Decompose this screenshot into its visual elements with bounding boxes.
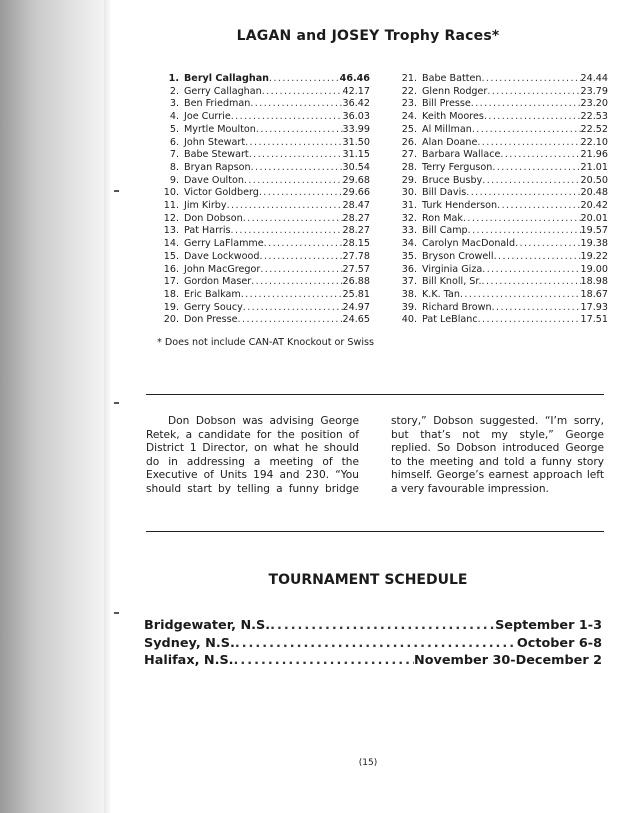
result-score: 36.42 — [342, 98, 370, 110]
result-rank: 1. — [168, 73, 179, 84]
leader-dots — [481, 73, 580, 86]
result-row — [400, 175, 608, 188]
result-score: 18.98 — [580, 276, 608, 288]
leader-dots — [260, 264, 342, 277]
result-row — [400, 264, 608, 277]
result-score: 28.47 — [342, 200, 370, 212]
result-score: 22.53 — [580, 111, 608, 123]
result-score: 20.01 — [580, 212, 608, 224]
result-name: Al Millman — [422, 123, 472, 135]
result-rank: 30. — [401, 187, 417, 199]
result-row — [400, 73, 608, 86]
result-score: 23.79 — [580, 85, 608, 97]
page-title: LAGAN and JOSEY Trophy Races* — [236, 28, 500, 44]
result-rank: 28. — [401, 161, 417, 173]
leader-dots — [460, 289, 581, 302]
result-score: 19.38 — [580, 238, 608, 250]
results-table — [162, 73, 608, 327]
result-name: Bill Presse — [422, 98, 471, 110]
result-score: 31.50 — [342, 136, 370, 148]
result-rank: 37. — [401, 276, 417, 288]
result-rank: 6. — [169, 136, 179, 148]
result-score: 33.99 — [342, 123, 370, 135]
result-name: Don Dobson — [184, 212, 243, 224]
leader-dots — [492, 302, 581, 315]
result-score: 20.50 — [580, 174, 608, 186]
result-rank: 25. — [401, 123, 417, 135]
result-score: 23.20 — [580, 98, 608, 110]
story-paragraph: Don Dobson was advising George Retek, a candidate for the position of District 1 Director, on what he should do in addressing a meeting of the Executive of Units 194 and 230. “You should start by telling a funny bridge story,” Dobson suggested. “I’m sorry, but that’s not my style,” George replied. So Dobson introduced George to the meeting and told a funny story himself. George’s earnest approach left a very favourable impression. — [146, 415, 604, 495]
result-name: Eric Balkam — [184, 288, 241, 300]
result-rank: 26. — [401, 136, 417, 148]
result-rank: 22. — [401, 85, 417, 97]
leader-dots — [492, 162, 580, 175]
result-score: 26.88 — [342, 276, 370, 288]
leader-dots — [270, 617, 495, 635]
result-name: Pat LeBlanc — [422, 314, 478, 326]
schedule-row — [144, 635, 602, 653]
result-row — [162, 213, 370, 226]
result-rank: 31. — [401, 200, 417, 212]
leader-dots — [241, 289, 343, 302]
result-score: 19.57 — [580, 225, 608, 237]
result-rank: 21. — [401, 73, 417, 84]
result-name: Bill Camp — [422, 225, 468, 237]
leader-dots — [472, 124, 581, 137]
schedule-place: Sydney, N.S. — [144, 635, 235, 651]
result-row — [400, 200, 608, 213]
result-name: Bryson Crowell — [422, 250, 494, 262]
leader-dots — [245, 137, 342, 150]
result-rank: 36. — [401, 263, 417, 275]
result-name: K.K. Tan — [422, 288, 460, 300]
result-score: 29.66 — [342, 187, 370, 199]
result-score: 46.46 — [339, 73, 370, 84]
schedule-place: Halifax, N.S. — [144, 653, 234, 668]
result-name: Dave Lockwood — [184, 250, 260, 262]
leader-dots — [244, 175, 343, 188]
result-rank: 10. — [163, 187, 179, 199]
result-rank: 39. — [401, 301, 417, 313]
result-row — [400, 225, 608, 238]
result-rank: 11. — [163, 200, 179, 212]
result-row — [400, 86, 608, 99]
result-rank: 32. — [401, 212, 417, 224]
result-score: 24.97 — [342, 301, 370, 313]
result-score: 28.15 — [342, 238, 370, 250]
leader-dots — [227, 200, 343, 213]
leader-dots — [497, 200, 580, 213]
result-row — [400, 111, 608, 124]
result-row — [400, 314, 608, 327]
result-rank: 29. — [401, 174, 417, 186]
result-name: Beryl Callaghan — [184, 73, 269, 84]
schedule-dates: October 6-8 — [516, 635, 602, 651]
result-row — [400, 276, 608, 289]
result-score: 20.48 — [580, 187, 608, 199]
result-row — [400, 187, 608, 200]
result-row — [400, 149, 608, 162]
page-number: (15) — [358, 758, 378, 768]
result-name: Bill Knoll, Sr. — [422, 276, 482, 288]
result-rank: 34. — [401, 238, 417, 250]
result-score: 42.17 — [342, 85, 370, 97]
binding-shadow — [0, 0, 112, 813]
result-name: Gordon Maser — [184, 276, 252, 288]
leader-dots — [477, 137, 580, 150]
result-name: John MacGregor — [184, 263, 261, 275]
leader-dots — [515, 238, 580, 251]
result-row — [162, 111, 370, 124]
result-name: Bruce Busby — [422, 174, 483, 186]
page-edge — [104, 0, 112, 813]
result-name: Ron Mak — [422, 212, 463, 224]
result-score: 31.15 — [342, 149, 370, 161]
result-score: 30.54 — [342, 161, 370, 173]
story-text — [146, 415, 604, 511]
schedule-dates: September 1-3 — [495, 618, 602, 633]
results-column-right — [400, 73, 608, 327]
leader-dots — [500, 149, 580, 162]
result-row — [162, 162, 370, 175]
result-score: 24.44 — [580, 73, 608, 84]
result-row — [400, 98, 608, 111]
result-name: Bryan Rapson — [184, 161, 251, 173]
result-row — [400, 162, 608, 175]
result-name: Virginia Giza — [422, 263, 483, 275]
result-name: Jim Kirby — [184, 200, 227, 212]
leader-dots — [269, 73, 340, 86]
leader-dots — [264, 238, 343, 251]
result-rank: 4. — [169, 111, 179, 123]
result-name: Barbara Wallace — [422, 149, 501, 161]
result-rank: 33. — [401, 225, 417, 237]
result-rank: 3. — [169, 98, 179, 110]
result-rank: 18. — [163, 288, 179, 300]
leader-dots — [238, 314, 343, 327]
result-score: 29.68 — [342, 174, 370, 186]
leader-dots — [250, 98, 342, 111]
result-rank: 17. — [163, 276, 179, 288]
result-row — [162, 86, 370, 99]
divider — [146, 394, 604, 395]
result-score: 22.52 — [580, 123, 608, 135]
result-name: Victor Goldberg — [184, 187, 259, 199]
leader-dots — [466, 187, 580, 200]
result-rank: 27. — [401, 149, 417, 161]
result-row — [162, 175, 370, 188]
schedule-row — [144, 617, 602, 635]
leader-dots — [468, 225, 581, 238]
result-name: Keith Moores — [422, 111, 484, 123]
result-rank: 7. — [169, 149, 179, 161]
result-score: 22.10 — [580, 136, 608, 148]
result-name: John Stewart — [184, 136, 246, 148]
result-name: Gerry LaFlamme — [184, 238, 264, 250]
result-row — [400, 124, 608, 137]
result-rank: 19. — [163, 301, 179, 313]
result-rank: 24. — [401, 111, 417, 123]
leader-dots — [243, 213, 343, 226]
result-score: 20.42 — [580, 200, 608, 212]
leader-dots — [478, 314, 581, 327]
result-row — [400, 302, 608, 315]
leader-dots — [463, 213, 581, 226]
leader-dots — [259, 251, 342, 264]
divider — [146, 531, 604, 532]
result-rank: 16. — [163, 263, 179, 275]
result-rank: 8. — [169, 161, 179, 173]
result-score: 25.81 — [342, 288, 370, 300]
result-name: Don Presse — [184, 314, 238, 326]
result-row — [162, 124, 370, 137]
result-row — [162, 187, 370, 200]
leader-dots — [231, 225, 343, 238]
leader-dots — [482, 264, 580, 277]
leader-dots — [251, 276, 342, 289]
result-rank: 13. — [163, 225, 179, 237]
result-score: 19.00 — [580, 263, 608, 275]
result-row — [400, 251, 608, 264]
result-row — [400, 213, 608, 226]
leader-dots — [259, 187, 343, 200]
result-row — [162, 200, 370, 213]
result-row — [162, 264, 370, 277]
result-rank: 23. — [401, 98, 417, 110]
result-score: 21.01 — [580, 161, 608, 173]
result-score: 27.78 — [342, 250, 370, 262]
result-name: Glenn Rodger — [422, 85, 488, 97]
result-row — [400, 137, 608, 150]
result-name: Babe Stewart — [184, 149, 249, 161]
leader-dots — [262, 86, 343, 99]
result-score: 27.57 — [342, 263, 370, 275]
result-name: Babe Batten — [422, 73, 482, 84]
result-row — [162, 302, 370, 315]
leader-dots — [482, 175, 580, 188]
leader-dots — [487, 86, 580, 99]
result-name: Richard Brown — [422, 301, 492, 313]
result-score: 28.27 — [342, 212, 370, 224]
schedule-title: TOURNAMENT SCHEDULE — [268, 572, 468, 588]
schedule-row — [144, 652, 602, 670]
leader-dots — [494, 251, 581, 264]
leader-dots — [471, 98, 581, 111]
leader-dots — [249, 149, 343, 162]
leader-dots — [231, 111, 343, 124]
result-rank: 14. — [163, 238, 179, 250]
result-rank: 12. — [163, 212, 179, 224]
result-rank: 38. — [401, 288, 417, 300]
result-name: Terry Ferguson — [422, 161, 493, 173]
result-score: 17.51 — [580, 314, 608, 326]
result-row — [400, 238, 608, 251]
result-name: Gerry Callaghan — [184, 85, 262, 97]
result-row — [162, 149, 370, 162]
result-rank: 5. — [169, 123, 179, 135]
result-name: Pat Harris — [184, 225, 231, 237]
result-name: Dave Oulton — [184, 174, 244, 186]
result-row — [162, 251, 370, 264]
results-column-left — [162, 73, 370, 327]
result-row — [400, 289, 608, 302]
document-page — [112, 0, 624, 813]
result-row — [162, 225, 370, 238]
result-rank: 40. — [401, 314, 417, 326]
leader-dots — [235, 635, 517, 653]
result-score: 19.22 — [580, 250, 608, 262]
result-name: Myrtle Moulton — [184, 123, 256, 135]
result-score: 24.65 — [342, 314, 370, 326]
result-row — [162, 73, 370, 86]
result-rank: 20. — [163, 314, 179, 326]
result-row — [162, 238, 370, 251]
result-rank: 9. — [169, 174, 179, 186]
result-score: 21.96 — [580, 149, 608, 161]
tournament-schedule — [144, 617, 602, 670]
leader-dots — [251, 162, 343, 175]
result-row — [162, 137, 370, 150]
schedule-dates: November 30-December 2 — [414, 653, 602, 668]
result-name: Ben Friedman — [184, 98, 251, 110]
result-score: 36.03 — [342, 111, 370, 123]
result-row — [162, 289, 370, 302]
footnote: * Does not include CAN-AT Knockout or Swiss — [157, 337, 374, 348]
result-row — [162, 314, 370, 327]
result-rank: 15. — [163, 250, 179, 262]
result-name: Turk Henderson — [422, 200, 498, 212]
result-name: Gerry Soucy — [184, 301, 243, 313]
leader-dots — [482, 276, 581, 289]
result-row — [162, 276, 370, 289]
leader-dots — [256, 124, 343, 137]
result-name: Joe Currie — [184, 111, 231, 123]
result-name: Alan Doane — [422, 136, 478, 148]
result-rank: 35. — [401, 250, 417, 262]
result-name: Bill Davis — [422, 187, 467, 199]
result-score: 28.27 — [342, 225, 370, 237]
result-score: 18.67 — [580, 288, 608, 300]
leader-dots — [243, 302, 343, 315]
result-score: 17.93 — [580, 301, 608, 313]
schedule-place: Bridgewater, N.S. — [144, 618, 271, 633]
leader-dots — [234, 652, 414, 670]
result-row — [162, 98, 370, 111]
result-rank: 2. — [169, 85, 179, 97]
leader-dots — [484, 111, 581, 124]
result-name: Carolyn MacDonald — [422, 238, 516, 250]
